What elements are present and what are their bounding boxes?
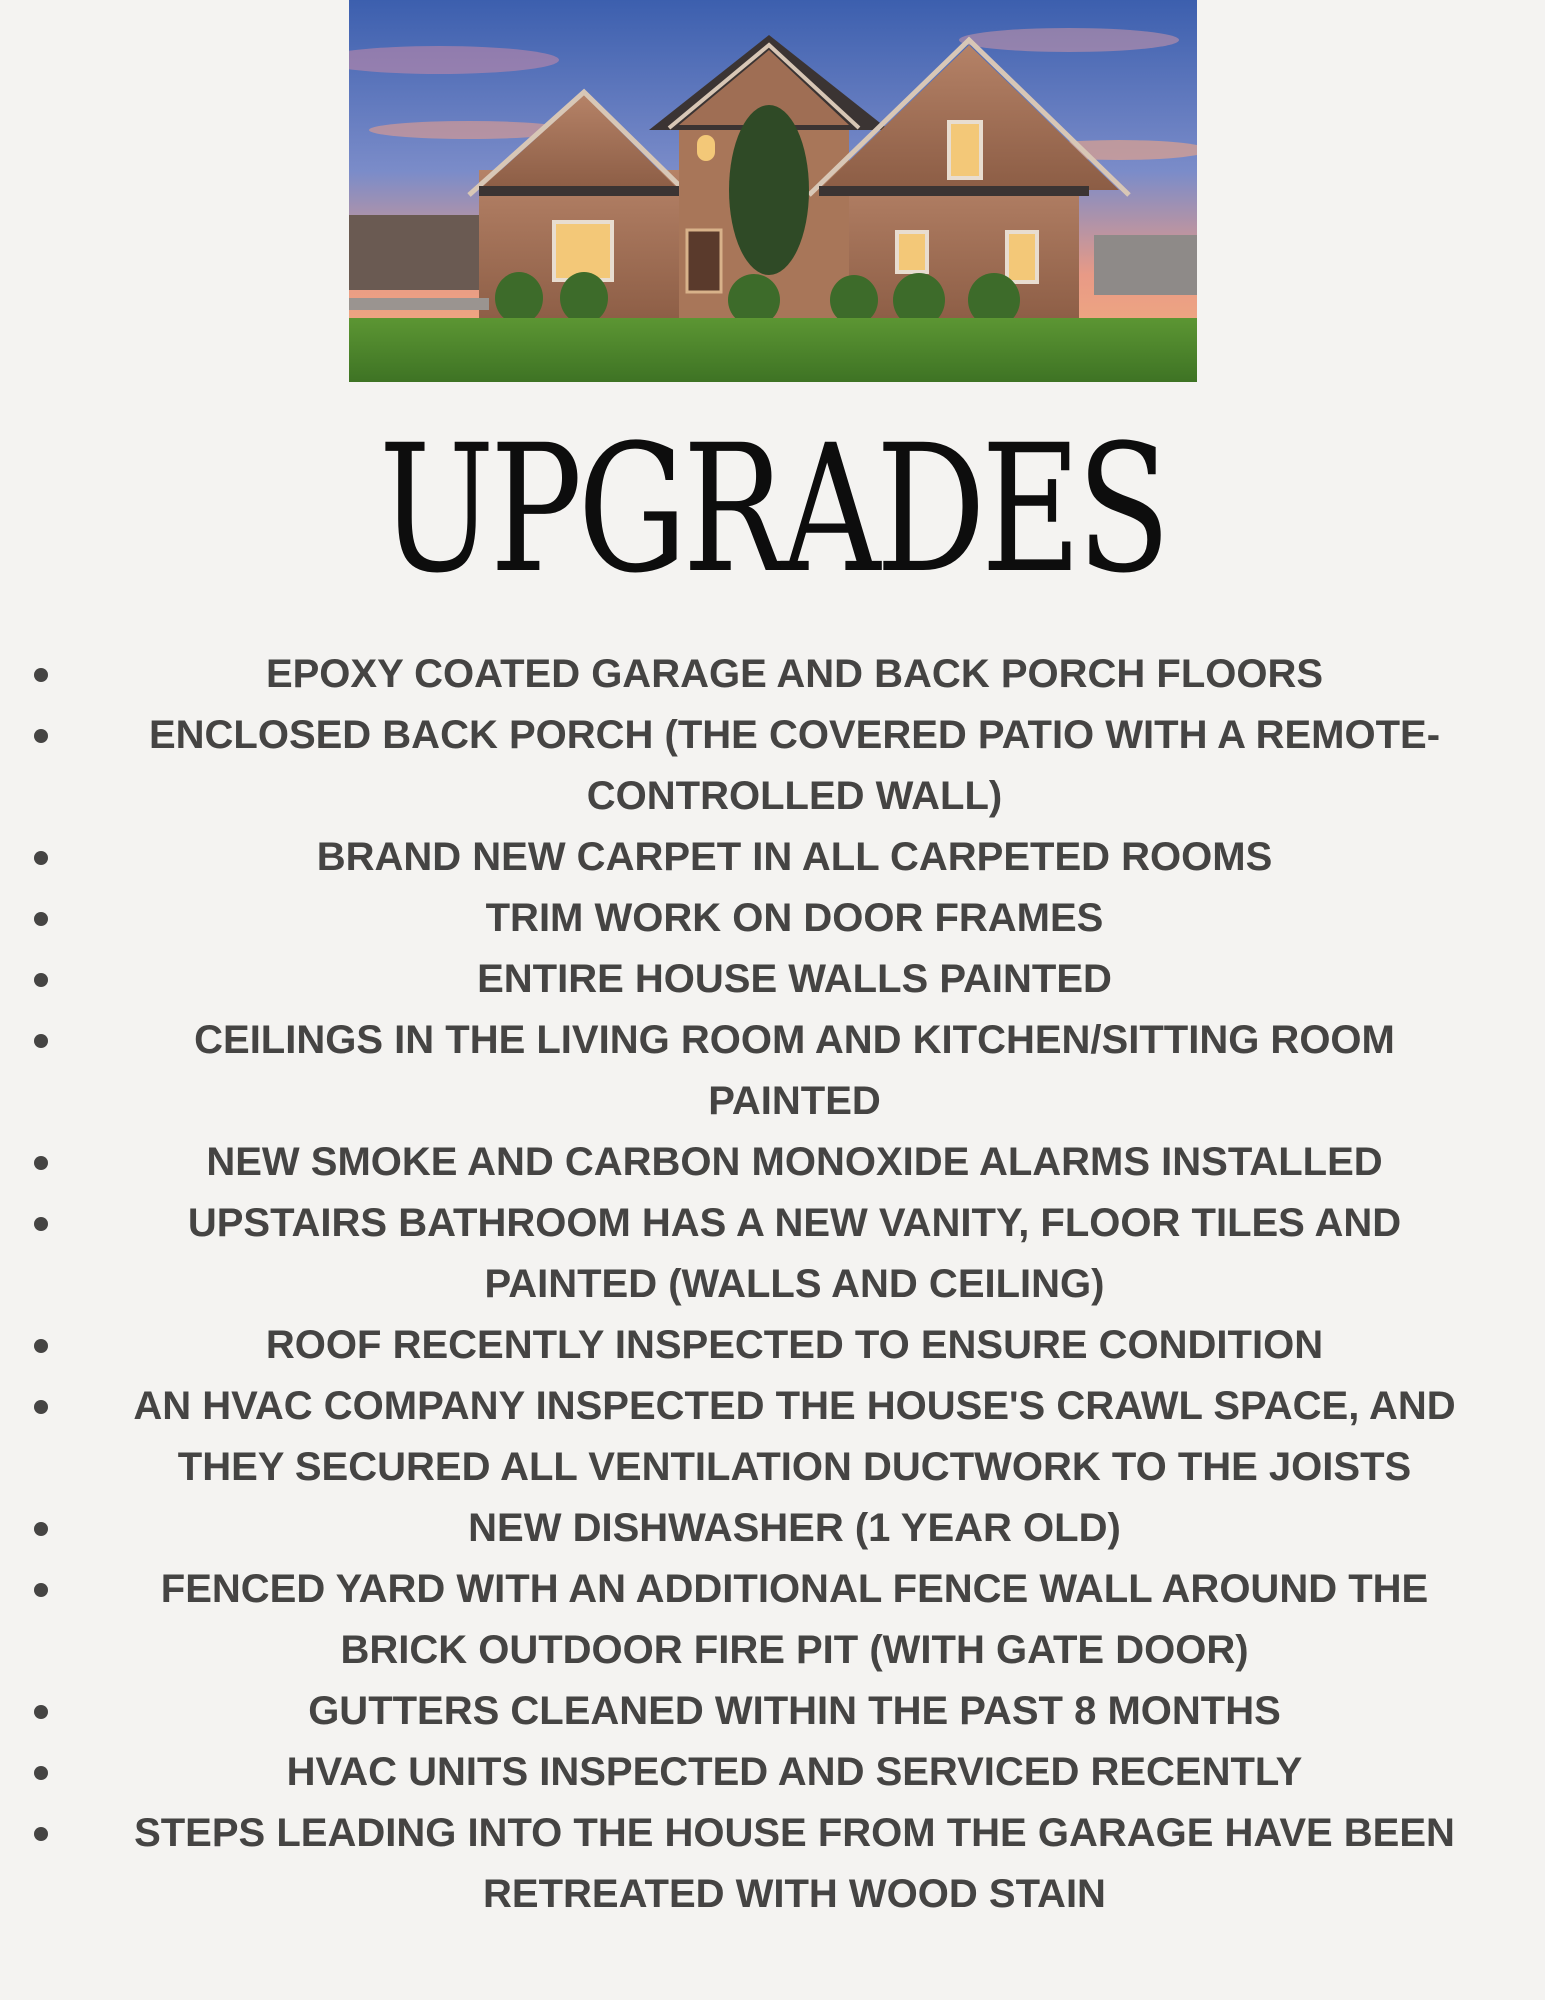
list-item: TRIM WORK ON DOOR FRAMES	[0, 888, 1545, 949]
list-item: NEW DISHWASHER (1 YEAR OLD)	[0, 1498, 1545, 1559]
list-item: AN HVAC COMPANY INSPECTED THE HOUSE'S CRAWL SPACE, AND THEY SECURED ALL VENTILATION DUCTWORK TO THE JOISTS	[0, 1376, 1545, 1498]
list-item: EPOXY COATED GARAGE AND BACK PORCH FLOORS	[0, 644, 1545, 705]
list-item: STEPS LEADING INTO THE HOUSE FROM THE GARAGE HAVE BEEN RETREATED WITH WOOD STAIN	[0, 1803, 1545, 1925]
list-item: CEILINGS IN THE LIVING ROOM AND KITCHEN/SITTING ROOM PAINTED	[0, 1010, 1545, 1132]
list-item: NEW SMOKE AND CARBON MONOXIDE ALARMS INSTALLED	[0, 1132, 1545, 1193]
list-item: ENCLOSED BACK PORCH (THE COVERED PATIO WITH A REMOTE- CONTROLLED WALL)	[0, 705, 1545, 827]
list-item: ENTIRE HOUSE WALLS PAINTED	[0, 949, 1545, 1010]
list-item: ROOF RECENTLY INSPECTED TO ENSURE CONDITION	[0, 1315, 1545, 1376]
list-item: UPSTAIRS BATHROOM HAS A NEW VANITY, FLOOR TILES AND PAINTED (WALLS AND CEILING)	[0, 1193, 1545, 1315]
list-item: FENCED YARD WITH AN ADDITIONAL FENCE WALL AROUND THE BRICK OUTDOOR FIRE PIT (WITH GATE DOOR)	[0, 1559, 1545, 1681]
list-item: HVAC UNITS INSPECTED AND SERVICED RECENTLY	[0, 1742, 1545, 1803]
page-title: UPGRADES	[378, 407, 1167, 612]
house-photo-icon	[349, 0, 1197, 382]
list-item: GUTTERS CLEANED WITHIN THE PAST 8 MONTHS	[0, 1681, 1545, 1742]
list-item: BRAND NEW CARPET IN ALL CARPETED ROOMS	[0, 827, 1545, 888]
upgrades-list	[0, 644, 1545, 1925]
house-photo	[349, 0, 1197, 382]
